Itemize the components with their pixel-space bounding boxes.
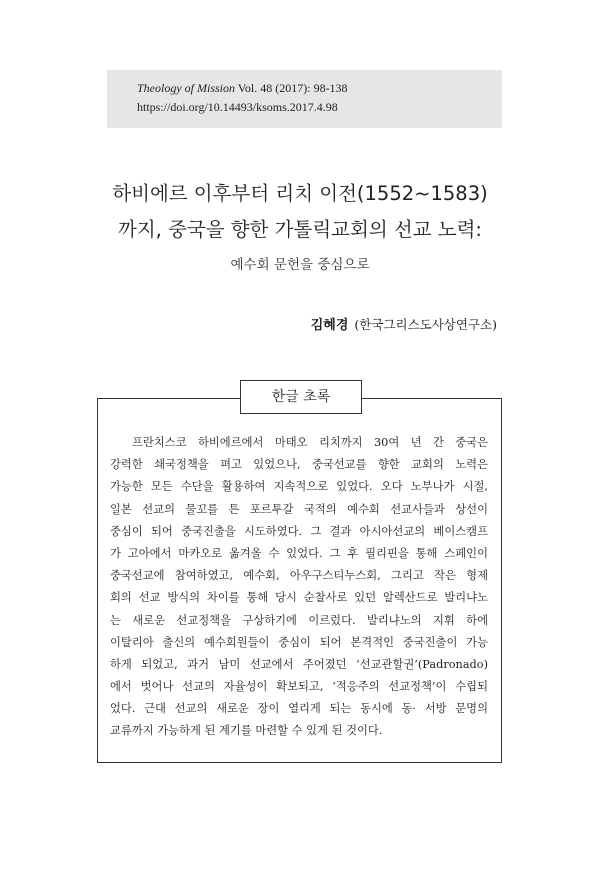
abstract-line: 프란치스코 하비에르에서 마태오 리치까지 30여 년 간 중국은	[132, 436, 488, 449]
article-subtitle: 예수회 문헌을 중심으로	[230, 257, 370, 273]
author-affiliation: (한국그리스도사상연구소)	[354, 317, 497, 332]
article-title-line-1: 하비에르 이후부터 리치 이전(1552~1583)	[112, 182, 488, 205]
abstract-line: 는 새로운 선교정책을 구상하기에 이르렀다. 발리냐노의 지휘 하에	[110, 613, 488, 627]
journal-name: Theology of Mission	[137, 81, 235, 95]
journal-citation-box	[107, 70, 502, 128]
abstract-line: 가능한 모든 수단을 활용하여 지속적으로 있었다. 오다 노부나가 시절,	[110, 480, 488, 494]
abstract-line: 에서 벗어나 선교의 자율성이 확보되고, ‘적응주의 선교정책’이 수립되	[110, 680, 488, 694]
abstract-line: 가 고아에서 마카오로 옮겨올 수 있었다. 그 후 필리핀을 통해 스페인이	[110, 546, 488, 560]
abstract-line: 었다. 근대 선교의 새로운 장이 열리게 되는 동시에 동· 서방 문명의	[110, 702, 488, 716]
abstract-line: 일본 선교의 물꼬를 튼 포르투갈 국적의 예수회 선교사들과 상선이	[110, 502, 488, 516]
abstract-line: 중심이 되어 중국진출을 시도하였다. 그 결과 아시아선교의 베이스캠프	[110, 524, 488, 538]
abstract-line: 교류까지 가능하게 된 계기를 마련할 수 있게 된 것이다.	[110, 724, 383, 738]
author-name: 김혜경	[310, 318, 349, 333]
abstract-label: 한글 초록	[240, 380, 362, 414]
abstract-line: 회의 선교 방식의 차이를 통해 당시 순찰사로 있던 알렉산드로 발리냐노	[110, 591, 488, 605]
article-title-line-2: 까지, 중국을 향한 가톨릭교회의 선교 노력:	[118, 218, 482, 241]
journal-citation-line	[137, 79, 502, 98]
abstract-line: 하게 되었고, 과거 남미 선교에서 주어졌던 ‘선교관할권’(Padronado)	[110, 657, 488, 671]
abstract-line: 강력한 쇄국정책을 펴고 있었으나, 중국선교를 향한 교회의 노력은	[110, 458, 488, 472]
abstract-body	[110, 432, 488, 743]
journal-doi[interactable]: https://doi.org/10.14493/ksoms.2017.4.98	[137, 100, 338, 114]
author-line	[311, 314, 497, 333]
abstract-line: 중국선교에 참여하였고, 예수회, 아우구스티누스회, 그리고 작은 형제	[110, 569, 488, 583]
journal-volume: Vol. 48 (2017): 98-138	[235, 81, 348, 95]
abstract-line: 이탈리아 출신의 예수회원들이 중심이 되어 본격적인 중국진출이 가능	[110, 635, 488, 649]
